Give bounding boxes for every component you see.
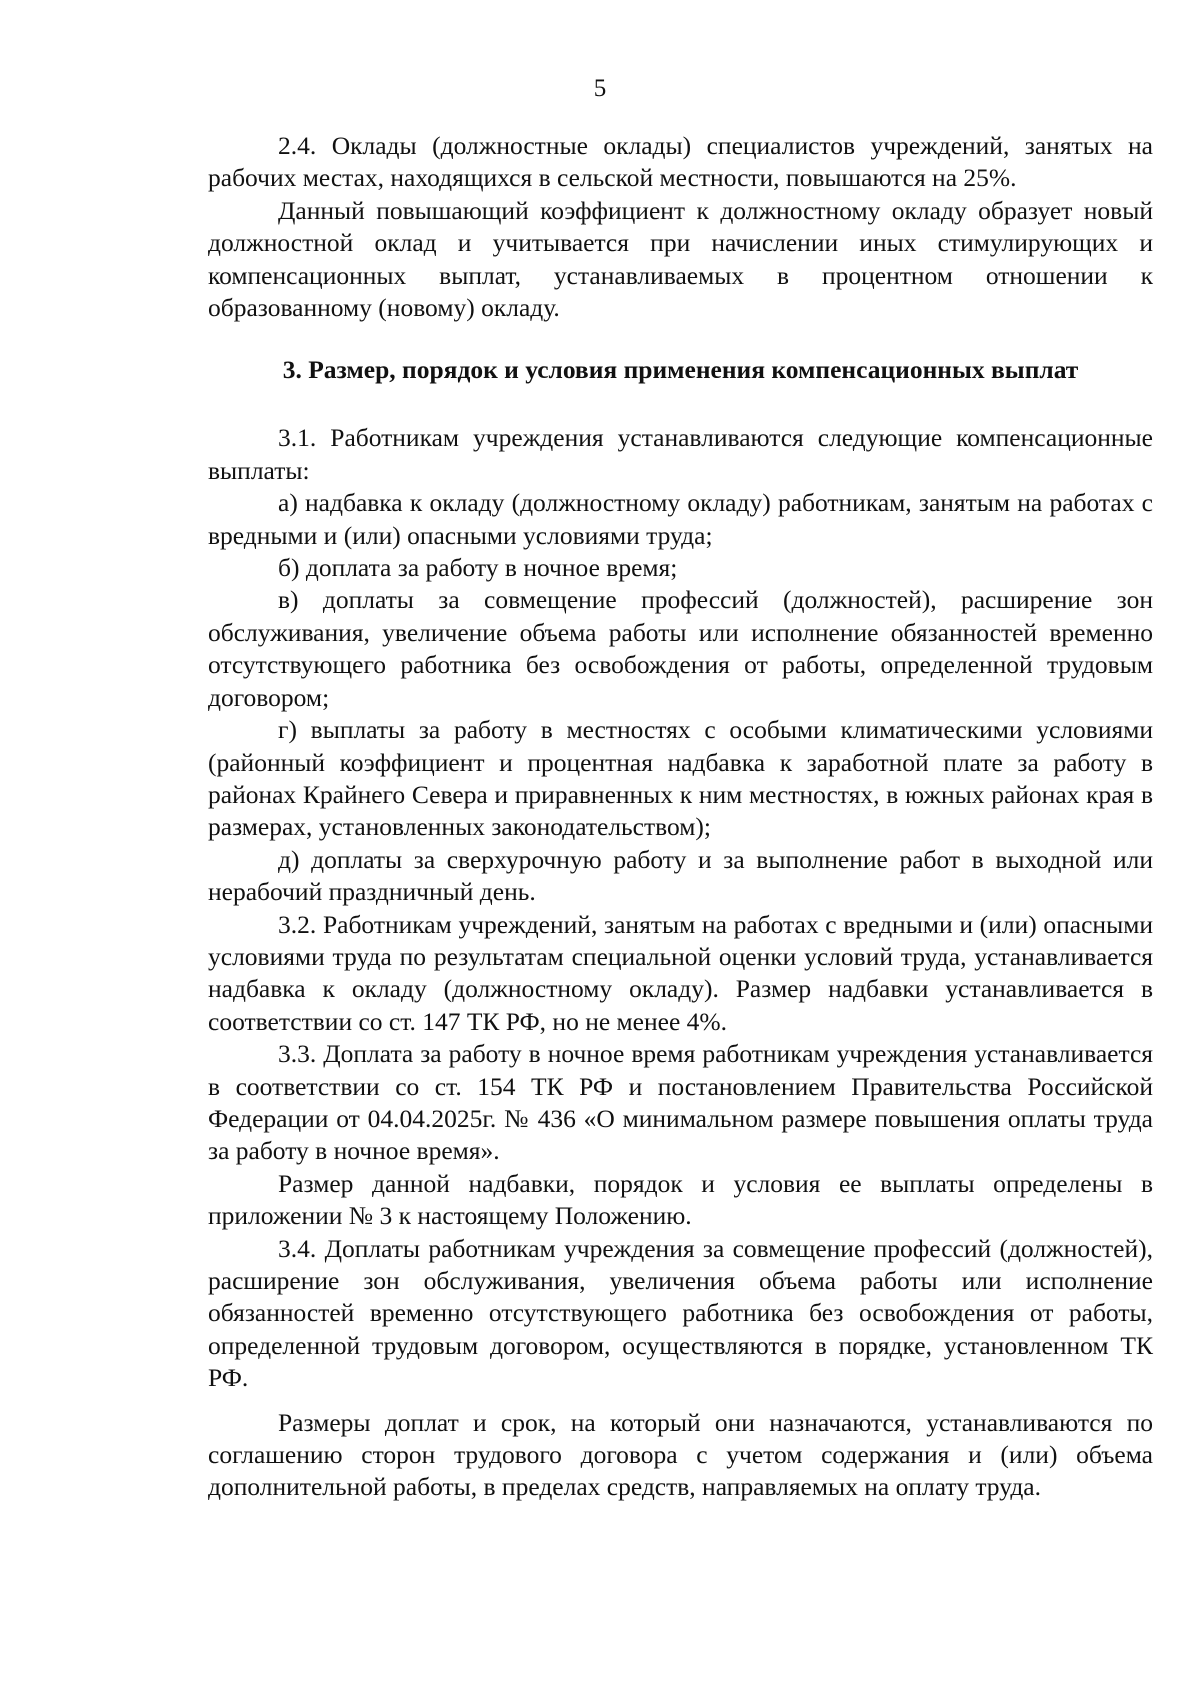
section-3-heading: 3. Размер, порядок и условия применения компенсационных выплат	[282, 355, 1079, 385]
paragraph-payment-amounts: Размеры доплат и срок, на который они назначаются, устанавливаются по соглашению сторон трудового договора с учетом содержания и (или) объема дополнительной работы, в пределах средств, направляемых на оплату труда.	[208, 1407, 1153, 1502]
paragraph-coefficient: Данный повышающий коэффициент к должностному окладу образует новый должностной оклад и учитывается при начислении иных стимулирующих и компенсационных выплат, устанавливаемых в процентном отношении к образованному (новому) окладу.	[208, 195, 1153, 323]
list-item-d: д) доплаты за сверхурочную работу и за выполнение работ в выходной или нерабочий праздничный день.	[208, 844, 1153, 907]
paragraph-3-2: 3.2. Работникам учреждений, занятым на работах с вредными и (или) опасными условиями труда по результатам специальной оценки условий труда, устанавливается надбавка к окладу (должностному окладу). Размер надбавки устанавливается в соответствии со ст. 147 ТК РФ, но не менее 4%.	[208, 909, 1153, 1036]
paragraph-3-4: 3.4. Доплаты работникам учреждения за совмещение профессий (должностей), расширение зон обслуживания, увеличения объема работы или исполнение обязанностей временно отсутствующего работника без освобождения от работы, определенной трудовым договором, осуществляются в порядке, установленном ТК РФ.	[208, 1233, 1153, 1393]
document-body	[208, 130, 1153, 1504]
paragraph-2-4: 2.4. Оклады (должностные оклады) специалистов учреждений, занятых на рабочих местах, находящихся в сельской местности, повышаются на 25%.	[208, 131, 1153, 193]
list-item-a: а) надбавка к окладу (должностному окладу) работникам, занятым на работах с вредными и (или) опасными условиями труда;	[208, 488, 1153, 550]
page-number: 5	[593, 75, 607, 102]
list-item-g: г) выплаты за работу в местностях с особыми климатическими условиями (районный коэффициент и процентная надбавка к заработной плате за работу в районах Крайнего Севера и приравненных к ним местностях, в южных районах края в размерах, установленных законодательством);	[208, 715, 1153, 842]
paragraph-3-1: 3.1. Работникам учреждения устанавливаются следующие компенсационные выплаты:	[208, 423, 1153, 485]
paragraph-3-3: 3.3. Доплата за работу в ночное время работникам учреждения устанавливается в соответствии со ст. 154 ТК РФ и постановлением Правительства Российской Федерации от 04.04.2025г. № 436 «О минимальном размере повышения оплаты труда за работу в ночное время».	[208, 1039, 1153, 1166]
list-item-v: в) доплаты за совмещение профессий (должностей), расширение зон обслуживания, увеличение объема работы или исполнение обязанностей временно отсутствующего работника без освобождения от работы, определенной трудовым договором;	[208, 585, 1153, 712]
paragraph-appendix-reference: Размер данной надбавки, порядок и условия ее выплаты определены в приложении № 3 к настоящему Положению.	[208, 1168, 1153, 1231]
list-item-b: б) доплата за работу в ночное время;	[278, 553, 678, 583]
